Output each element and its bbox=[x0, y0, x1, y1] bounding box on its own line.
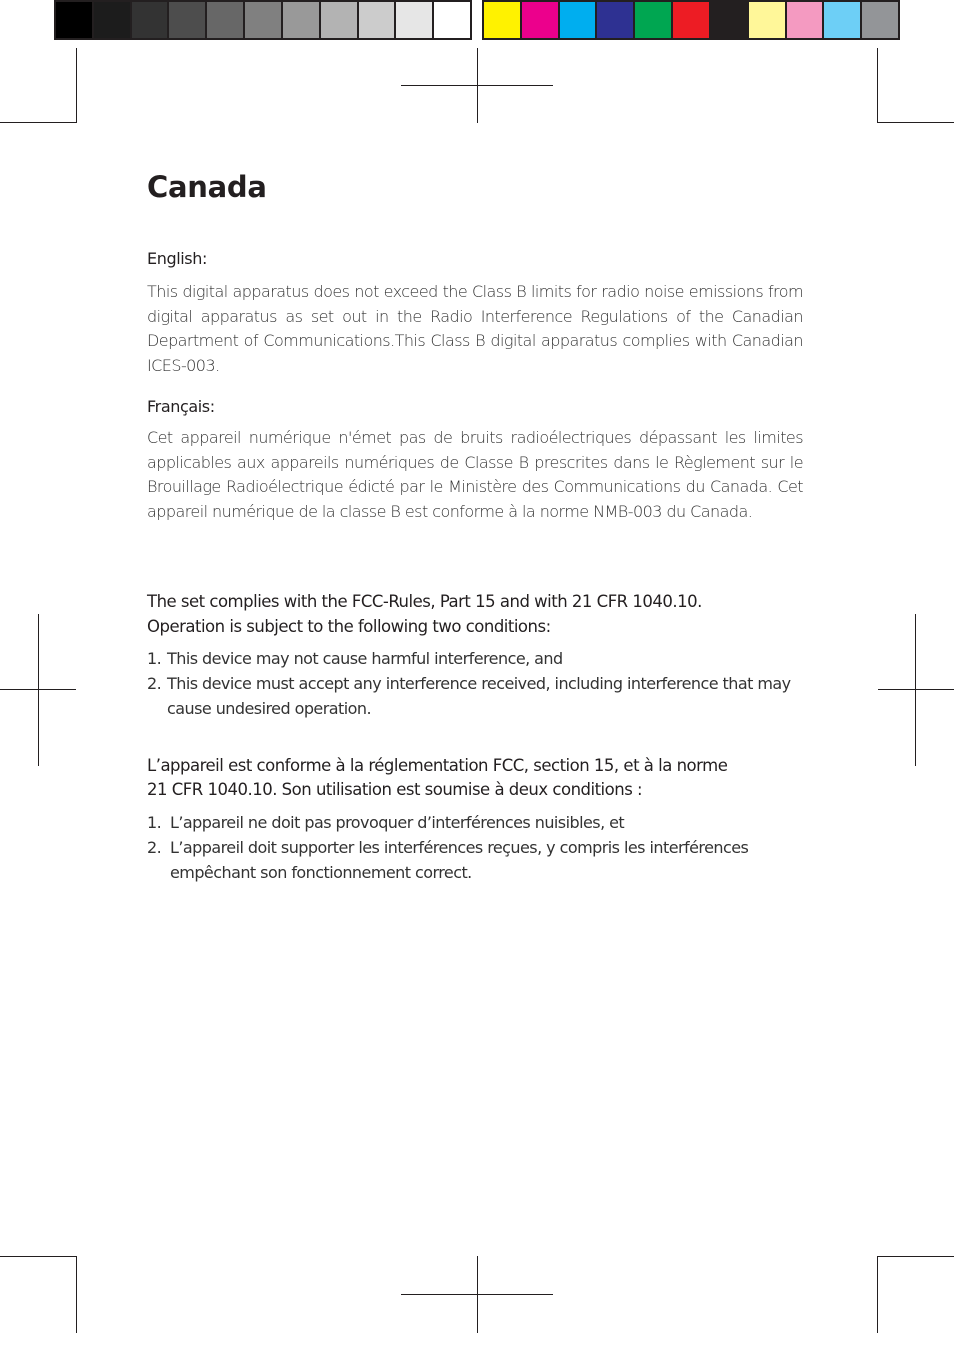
registration-mark bbox=[401, 85, 553, 86]
page-title: Canada bbox=[147, 170, 267, 204]
registration-mark bbox=[401, 1294, 553, 1295]
list-item bbox=[147, 835, 797, 885]
color-swatch bbox=[359, 2, 397, 38]
color-swatch bbox=[862, 2, 898, 38]
registration-mark bbox=[915, 614, 916, 766]
color-swatch bbox=[522, 2, 560, 38]
fcc-heading-line-1: The set complies with the FCC-Rules, Part 15 and with 21 CFR 1040.10. bbox=[147, 592, 702, 611]
fcc-fr-heading-line-2: 21 CFR 1040.10. Son utilisation est soumise à deux conditions : bbox=[147, 780, 643, 799]
list-number: 2. bbox=[147, 674, 162, 693]
color-swatch bbox=[434, 2, 470, 38]
crop-mark bbox=[877, 1256, 878, 1333]
color-swatch bbox=[635, 2, 673, 38]
color-swatch bbox=[321, 2, 359, 38]
crop-mark bbox=[877, 48, 878, 123]
grayscale-calibration-bar bbox=[54, 0, 472, 40]
color-swatch bbox=[169, 2, 207, 38]
registration-mark bbox=[38, 614, 39, 766]
crop-mark bbox=[0, 122, 77, 123]
list-number: 1. bbox=[147, 649, 162, 668]
color-swatch bbox=[132, 2, 170, 38]
color-swatch bbox=[673, 2, 711, 38]
color-swatch bbox=[56, 2, 94, 38]
color-swatch bbox=[824, 2, 862, 38]
color-swatch bbox=[207, 2, 245, 38]
crop-mark bbox=[877, 1256, 954, 1257]
color-swatch bbox=[396, 2, 434, 38]
list-item bbox=[147, 646, 797, 671]
english-label: English: bbox=[147, 249, 207, 268]
crop-mark bbox=[0, 1256, 77, 1257]
fcc-fr-conditions-list bbox=[147, 810, 797, 885]
fcc-conditions-list bbox=[147, 646, 797, 721]
color-swatch bbox=[787, 2, 825, 38]
color-swatch bbox=[283, 2, 321, 38]
color-swatch bbox=[749, 2, 787, 38]
registration-mark bbox=[878, 689, 954, 690]
francais-label: Français: bbox=[147, 397, 215, 416]
color-swatch bbox=[94, 2, 132, 38]
list-text: This device must accept any interference received, including interference that may cause undesired operation. bbox=[167, 674, 791, 718]
list-text: L’appareil ne doit pas provoquer d’interférences nuisibles, et bbox=[170, 813, 625, 832]
francais-paragraph: Cet appareil numérique n'émet pas de bruits radioélectriques dépassant les limites applicables aux appareils numériques de Classe B prescrites dans le Règlement sur le Brouillage Radioélectrique édicté par le Ministère des Communications du Canada. Cet appareil numérique de la classe B est conforme à la norme NMB-003 du Canada. bbox=[147, 428, 803, 521]
crop-mark bbox=[877, 122, 954, 123]
color-swatch bbox=[484, 2, 522, 38]
list-text: L’appareil doit supporter les interférences reçues, y compris les interférences empêchant son fonctionnement correct. bbox=[170, 838, 749, 882]
registration-mark bbox=[0, 689, 76, 690]
english-paragraph: This digital apparatus does not exceed the Class B limits for radio noise emissions from digital apparatus as set out in the Radio Interference Regulations of the Canadian Department of Communications.This Class B digital apparatus complies with Canadian ICES-003. bbox=[147, 282, 803, 375]
list-number: 2. bbox=[147, 838, 162, 857]
list-item bbox=[147, 671, 797, 721]
color-calibration-bar bbox=[482, 0, 900, 40]
color-swatch bbox=[245, 2, 283, 38]
fcc-fr-heading-line-1: L’appareil est conforme à la réglementation FCC, section 15, et à la norme bbox=[147, 756, 728, 775]
color-swatch bbox=[711, 2, 749, 38]
crop-mark bbox=[76, 48, 77, 123]
crop-mark bbox=[76, 1256, 77, 1333]
fcc-heading-line-2: Operation is subject to the following two conditions: bbox=[147, 617, 551, 636]
list-item bbox=[147, 810, 797, 835]
list-number: 1. bbox=[147, 813, 162, 832]
color-swatch bbox=[560, 2, 598, 38]
list-text: This device may not cause harmful interference, and bbox=[167, 649, 563, 668]
color-swatch bbox=[597, 2, 635, 38]
